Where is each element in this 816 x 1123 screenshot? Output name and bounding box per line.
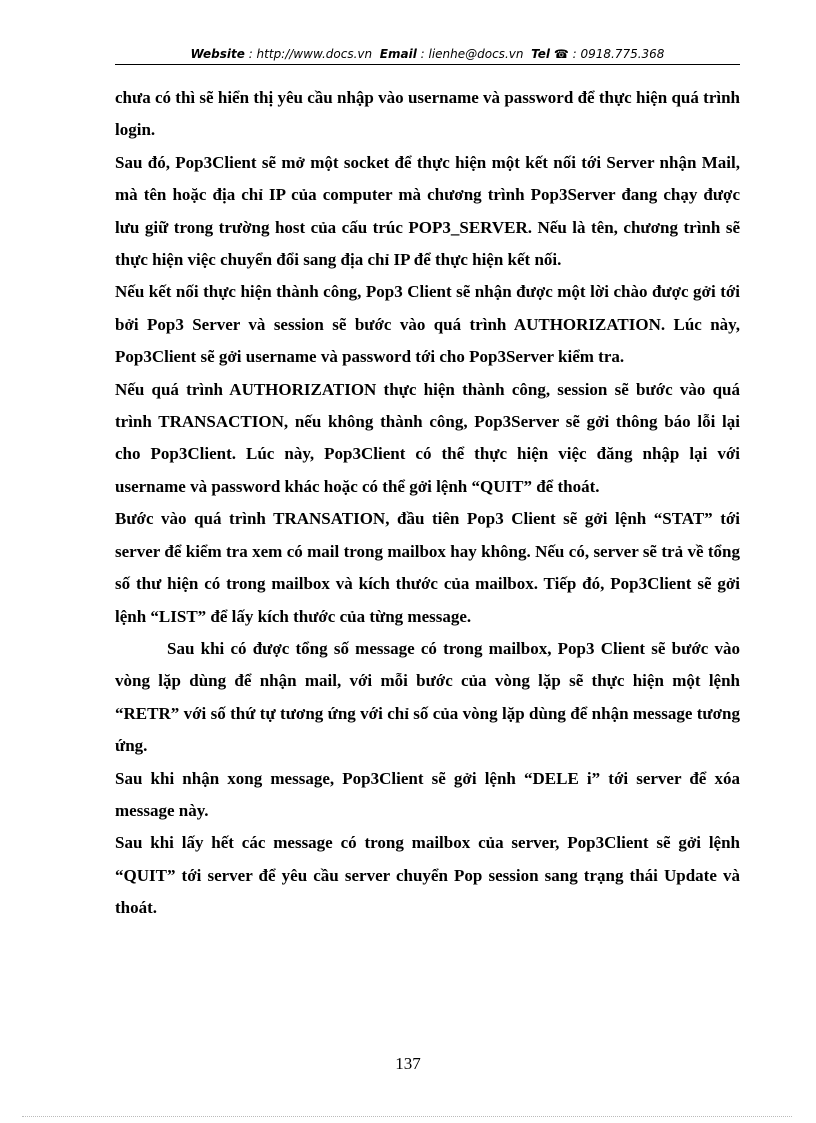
body-text (115, 82, 740, 925)
email-label: Email (379, 47, 417, 61)
paragraph: Bước vào quá trình TRANSATION, đầu tiên Pop3 Client sẽ gởi lệnh “STAT” tới server để kiểm tra xem có mail trong mailbox hay không. Nếu có, server sẽ trả về tổng số thư hiện có trong mailbox và kích thước của mailbox. Tiếp đó, Pop3Client sẽ gởi lệnh “LIST” để lấy kích thước của từng message. (115, 509, 740, 626)
tel-separator: : (568, 47, 581, 61)
paragraph: Sau khi có được tổng số message có trong mailbox, Pop3 Client sẽ bước vào vòng lặp dùng để nhận mail, với mỗi bước của vòng lặp sẽ thực hiện một lệnh “RETR” với số thứ tự tương ứng với chỉ số của vòng lặp dùng để nhận message tương ứng. (115, 638, 740, 756)
website-url: http://www.docs.vn (256, 47, 373, 61)
paragraph: Nếu kết nối thực hiện thành công, Pop3 Client sẽ nhận được một lời chào được gởi tới bởi Pop3 Server và session sẽ bước vào quá trình AUTHORIZATION. Lúc này, Pop3Client sẽ gởi username và password tới cho Pop3Server kiểm tra. (115, 282, 740, 367)
website-separator: : (244, 47, 257, 61)
website-label: Website (190, 47, 245, 61)
tel-number: 0918.775.368 (580, 47, 665, 61)
paragraph: Sau đó, Pop3Client sẽ mở một socket để thực hiện một kết nối tới Server nhận Mail, mà tên hoặc địa chỉ IP của computer mà chương trình Pop3Server đang chạy được lưu giữ trong trường host của cấu trúc POP3_SERVER. Nếu là tên, chương trình sẽ thực hiện việc chuyển đổi sang địa chỉ IP để thực hiện kết nối. (115, 152, 740, 270)
paragraph: Sau khi lấy hết các message có trong mailbox của server, Pop3Client sẽ gởi lệnh “QUIT” tới server để yêu cầu server chuyển Pop session sang trạng thái Update và thoát. (115, 833, 740, 918)
page-bottom-border (22, 1116, 792, 1117)
email-address: lienhe@docs.vn (428, 47, 524, 61)
page-number: 137 (395, 1054, 421, 1073)
phone-icon: ☎ (553, 47, 569, 61)
header-divider (115, 64, 740, 65)
tel-label: Tel (531, 47, 550, 61)
paragraph: chưa có thì sẽ hiển thị yêu cầu nhập vào username và password để thực hiện quá trình login. (115, 88, 740, 140)
page-header (115, 47, 740, 61)
email-separator: : (416, 47, 429, 61)
paragraph: Sau khi nhận xong message, Pop3Client sẽ gởi lệnh “DELE i” tới server để xóa message này. (115, 768, 740, 820)
paragraph: Nếu quá trình AUTHORIZATION thực hiện thành công, session sẽ bước vào quá trình TRANSACTION, nếu không thành công, Pop3Server sẽ gởi thông báo lỗi lại cho Pop3Client. Lúc này, Pop3Client có thể thực hiện việc đăng nhập lại với username và password khác hoặc có thể gởi lệnh “QUIT” để thoát. (115, 379, 740, 496)
